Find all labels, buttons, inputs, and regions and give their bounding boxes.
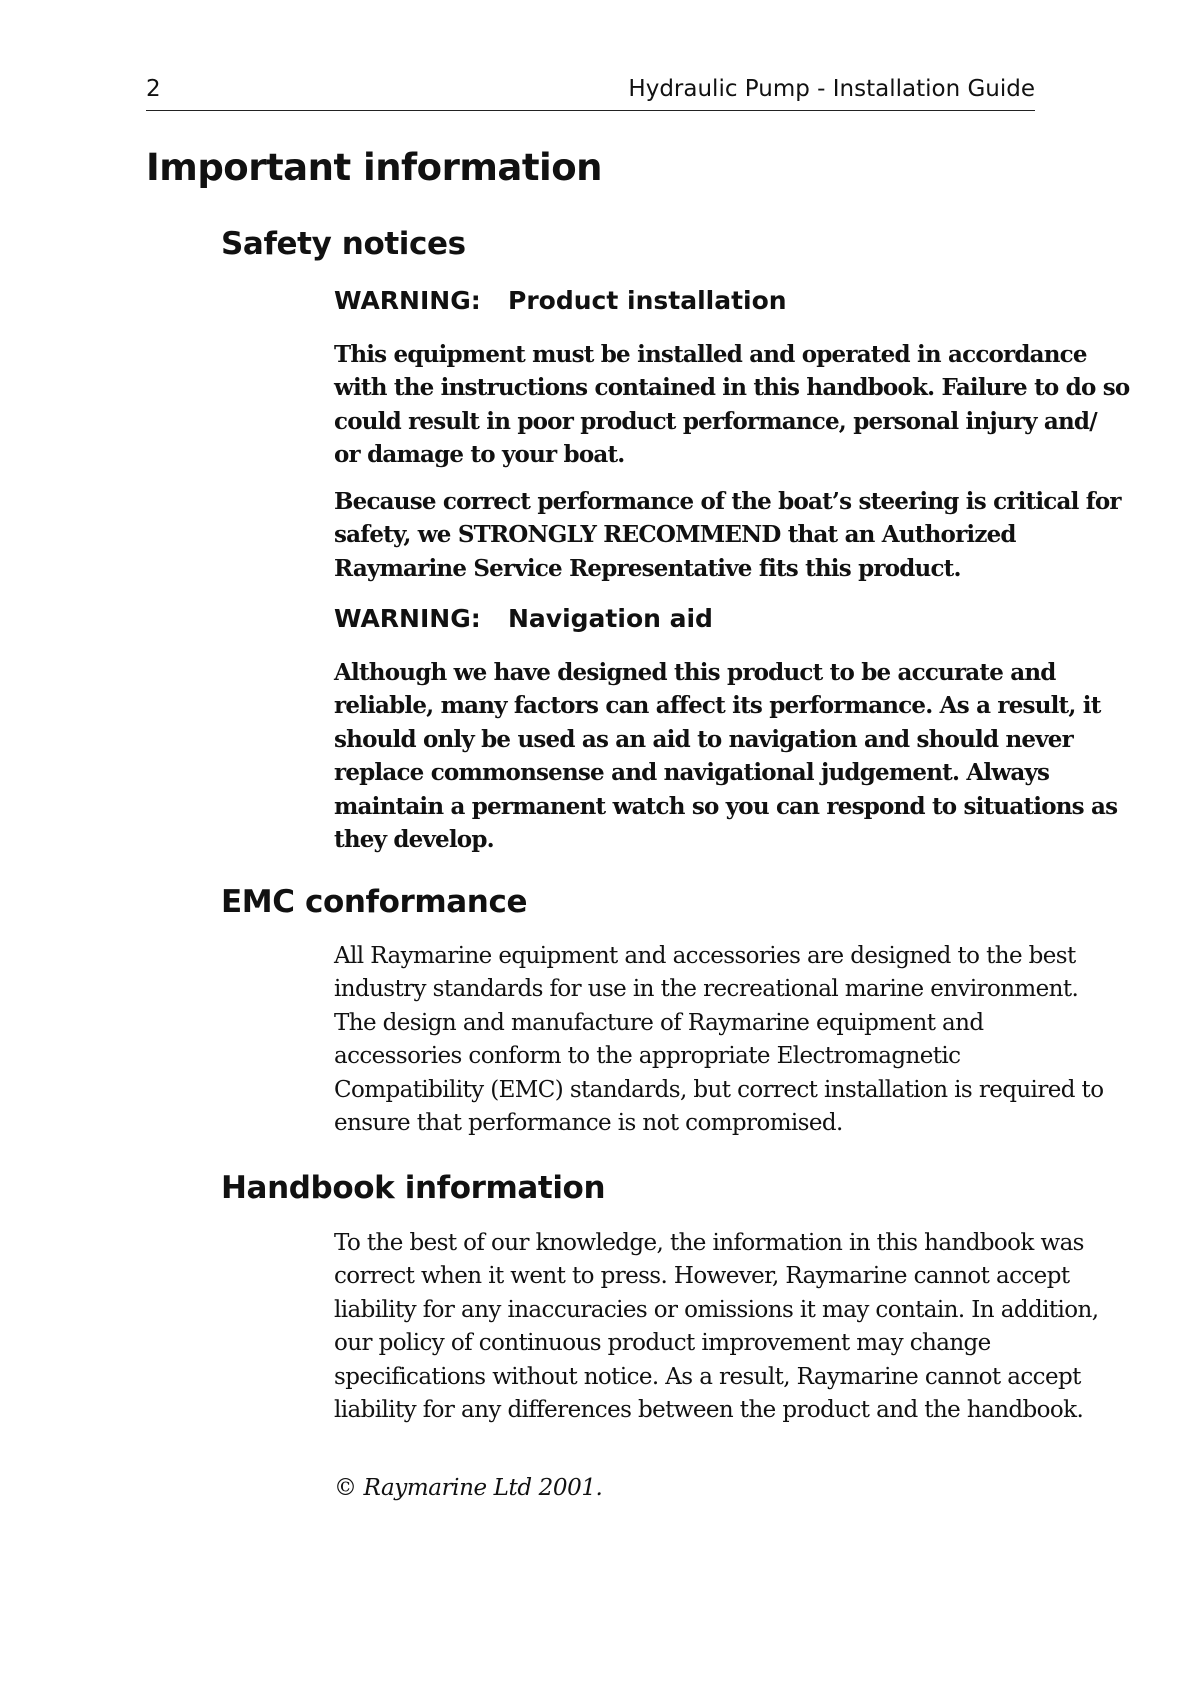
- safety-notices-heading: Safety notices: [221, 226, 466, 262]
- warning-title: Product installation: [508, 286, 787, 315]
- page-header: [146, 68, 1035, 111]
- text-line: Because correct performance of the boat’s steering is critical for: [334, 488, 1121, 515]
- page-title: Important information: [146, 146, 602, 189]
- text-line: Although we have designed this product to be accurate and: [334, 659, 1056, 686]
- text-line: they develop.: [334, 826, 494, 854]
- text-line: Compatibility (EMC) standards, but correct installation is required to: [334, 1076, 1104, 1103]
- page-number: 2: [146, 76, 161, 102]
- text-line: could result in poor product performance, personal injury and/: [334, 407, 1097, 435]
- text-line: All Raymarine equipment and accessories are designed to the best: [334, 943, 1076, 969]
- text-line: or damage to your boat.: [334, 441, 625, 469]
- text-line: The design and manufacture of Raymarine equipment and: [334, 1009, 984, 1036]
- handbook-paragraph: [334, 1227, 1099, 1427]
- warning-navigation-paragraph: [334, 656, 1118, 856]
- text-line: specifications without notice. As a result, Raymarine cannot accept: [334, 1363, 1081, 1390]
- warning-steering-paragraph: [334, 485, 1121, 585]
- text-line: with the instructions contained in this handbook. Failure to do so: [334, 374, 1130, 402]
- warning-title: Navigation aid: [508, 604, 713, 633]
- warning-label: WARNING:: [334, 286, 481, 315]
- text-line: reliable, many factors can affect its performance. As a result, it: [334, 692, 1101, 720]
- warning-installation-paragraph: [334, 338, 1130, 472]
- running-title: Hydraulic Pump - Installation Guide: [628, 76, 1035, 102]
- text-line: our policy of continuous product improvement may change: [334, 1330, 991, 1357]
- emc-paragraph: [334, 940, 1104, 1140]
- text-line: industry standards for use in the recreational marine environment.: [334, 976, 1079, 1003]
- text-line: should only be used as an aid to navigation and should never: [334, 725, 1073, 753]
- handbook-information-heading: Handbook information: [221, 1170, 606, 1206]
- warning-product-installation: [334, 286, 787, 315]
- warning-label: WARNING:: [334, 604, 481, 633]
- warning-navigation-aid: [334, 604, 713, 633]
- text-line: accessories conform to the appropriate Electromagnetic: [334, 1043, 961, 1070]
- text-line: ensure that performance is not compromised.: [334, 1110, 843, 1137]
- text-line: liability for any inaccuracies or omissions it may contain. In addition,: [334, 1296, 1099, 1323]
- text-line: maintain a permanent watch so you can respond to situations as: [334, 792, 1118, 820]
- text-line: liability for any differences between the product and the handbook.: [334, 1397, 1084, 1424]
- text-line: correct when it went to press. However, Raymarine cannot accept: [334, 1263, 1070, 1290]
- copyright-notice: © Raymarine Ltd 2001.: [334, 1475, 603, 1501]
- text-line: Raymarine Service Representative fits this product.: [334, 554, 961, 582]
- text-line: replace commonsense and navigational judgement. Always: [334, 759, 1050, 787]
- text-line: safety, we STRONGLY RECOMMEND that an Authorized: [334, 521, 1016, 549]
- emc-conformance-heading: EMC conformance: [221, 884, 528, 920]
- text-line: To the best of our knowledge, the information in this handbook was: [334, 1230, 1084, 1256]
- text-line: This equipment must be installed and operated in accordance: [334, 341, 1087, 368]
